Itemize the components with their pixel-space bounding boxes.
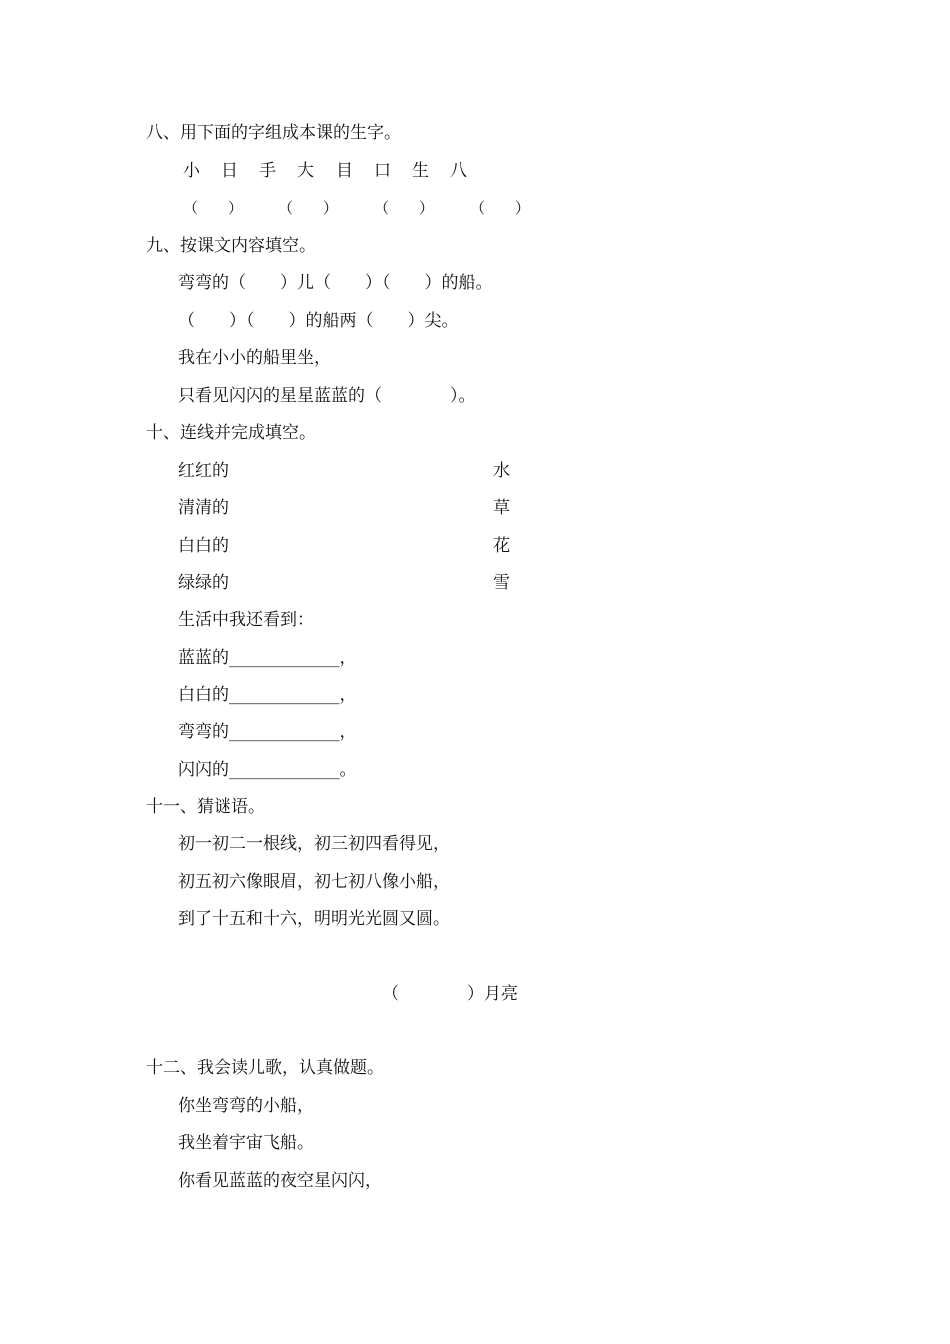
q10-fill-line: 弯弯的_____________，: [178, 722, 357, 742]
q10-prompt: 生活中我还看到：: [178, 610, 314, 630]
q10-right-item: 花: [493, 536, 510, 556]
q10-title: 十、连线并完成填空。: [146, 423, 316, 443]
q12-title: 十二、我会读儿歌，认真做题。: [146, 1058, 384, 1078]
q8-char: 手: [259, 161, 276, 181]
q8-char: 日: [221, 161, 238, 181]
q12-poem-line: 我坐着宇宙飞船。: [178, 1133, 314, 1153]
q12-poem-line: 你看见蓝蓝的夜空星闪闪，: [178, 1171, 382, 1191]
q10-left-item: 绿绿的: [178, 573, 229, 593]
q8-blank: （ ）: [183, 199, 244, 217]
q8-blank: （ ）: [278, 199, 339, 217]
q8-char: 目: [336, 161, 353, 181]
q10-right-item: 水: [493, 461, 510, 481]
q10-right-item: 草: [493, 498, 510, 518]
q8-title: 八、用下面的字组成本课的生字。: [146, 123, 401, 143]
q12-poem-line: 你坐弯弯的小船，: [178, 1096, 314, 1116]
q10-fill-line: 白白的_____________，: [178, 685, 357, 705]
q8-char: 八: [450, 161, 467, 181]
q10-left-item: 清清的: [178, 498, 229, 518]
q8-char: 生: [412, 161, 429, 181]
q8-char: 小: [183, 161, 200, 181]
q9-title: 九、按课文内容填空。: [146, 236, 316, 256]
q8-char: 大: [297, 161, 314, 181]
q10-right-item: 雪: [493, 573, 510, 593]
q11-title: 十一、猜谜语。: [146, 797, 265, 817]
q11-answer: （ ）月亮: [382, 984, 518, 1004]
q8-blank: （ ）: [470, 199, 531, 217]
q11-riddle-line: 初五初六像眼眉，初七初八像小船，: [178, 872, 450, 892]
q9-line: 弯弯的（ ）儿（ ）（ ）的船。: [178, 273, 493, 293]
q11-riddle-line: 到了十五和十六，明明光光圆又圆。: [178, 909, 450, 929]
q9-line: 我在小小的船里坐，: [178, 348, 331, 368]
q9-line: （ ）（ ）的船两（ ）尖。: [178, 311, 459, 331]
q10-fill-line: 蓝蓝的_____________，: [178, 648, 357, 668]
q10-left-item: 白白的: [178, 536, 229, 556]
q10-left-item: 红红的: [178, 461, 229, 481]
q10-fill-line: 闪闪的_____________。: [178, 760, 357, 780]
q8-blank: （ ）: [374, 199, 435, 217]
q8-char: 口: [374, 161, 391, 181]
q11-riddle-line: 初一初二一根线，初三初四看得见，: [178, 834, 450, 854]
q9-line: 只看见闪闪的星星蓝蓝的（ ）。: [178, 386, 476, 406]
